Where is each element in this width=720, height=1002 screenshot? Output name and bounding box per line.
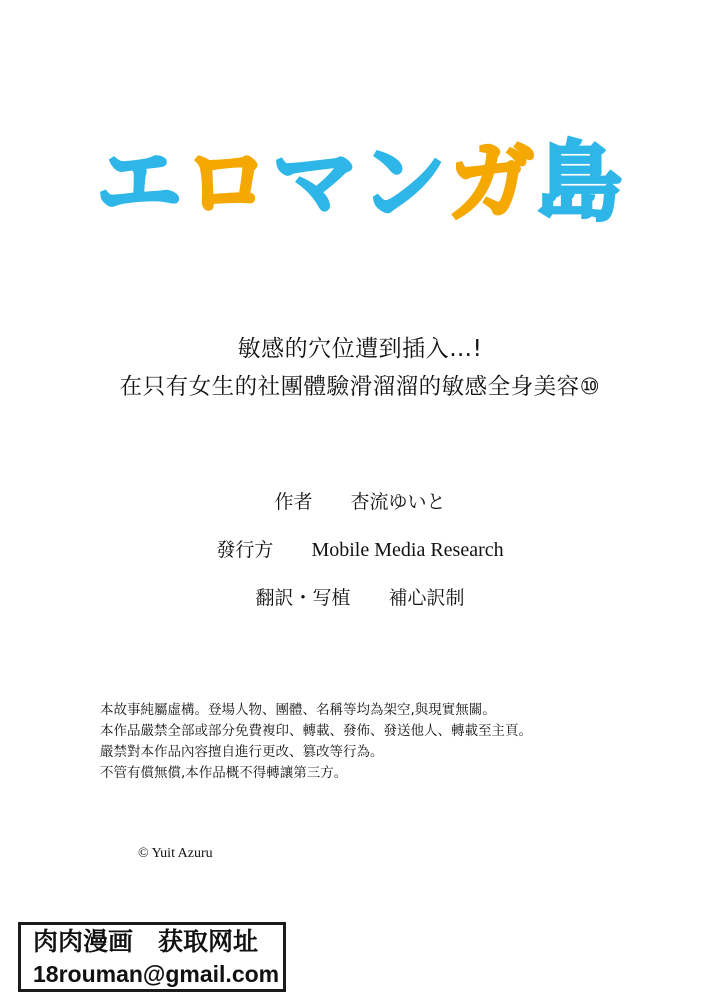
logo-char-1: エ (96, 133, 184, 233)
credit-name-author: 杏流ゆいと (350, 491, 446, 513)
title-line-1: 敏感的穴位遭到插入…! (237, 336, 483, 362)
logo-char-3: マ (272, 133, 360, 233)
series-logo (0, 133, 720, 233)
logo-char-4: ン (360, 133, 448, 233)
credit-role-translation: 翻訳・写植 (255, 587, 351, 609)
credit-name-publisher: Mobile Media Research (311, 539, 504, 561)
page-title (0, 330, 720, 406)
disclaimer-line: 嚴禁對本作品內容擅自進行更改、篡改等行為。 (100, 744, 384, 760)
logo-char-2: ロ (184, 133, 272, 233)
credits-block (0, 478, 720, 622)
series-logo-text (96, 133, 624, 233)
logo-char-6: 島 (536, 133, 624, 233)
watermark-email: 18rouman@gmail.com (33, 961, 280, 987)
credit-row (0, 526, 720, 574)
disclaimer-line: 本故事純屬虛構。登場人物、團體、名稱等均為架空,與現實無關。 (100, 702, 496, 718)
watermark-site-name: 肉肉漫画 获取网址 (33, 927, 259, 956)
credit-role-publisher: 發行方 (216, 539, 274, 561)
copyright-notice: © Yuit Azuru (138, 846, 213, 861)
watermark-box (18, 922, 286, 992)
disclaimer-block (100, 700, 660, 784)
logo-char-5: ガ (448, 133, 536, 233)
credit-name-translation: 補心訳制 (388, 587, 465, 609)
disclaimer-line: 不管有償無償,本作品概不得轉讓第三方。 (100, 765, 348, 781)
credit-row (0, 574, 720, 622)
credit-role-author: 作者 (274, 491, 313, 513)
title-line-2: 在只有女生的社團體驗滑溜溜的敏感全身美容⑩ (119, 374, 601, 400)
disclaimer-line: 本作品嚴禁全部或部分免費複印、轉載、發佈、發送他人、轉載至主頁。 (100, 723, 532, 739)
credit-row (0, 478, 720, 526)
